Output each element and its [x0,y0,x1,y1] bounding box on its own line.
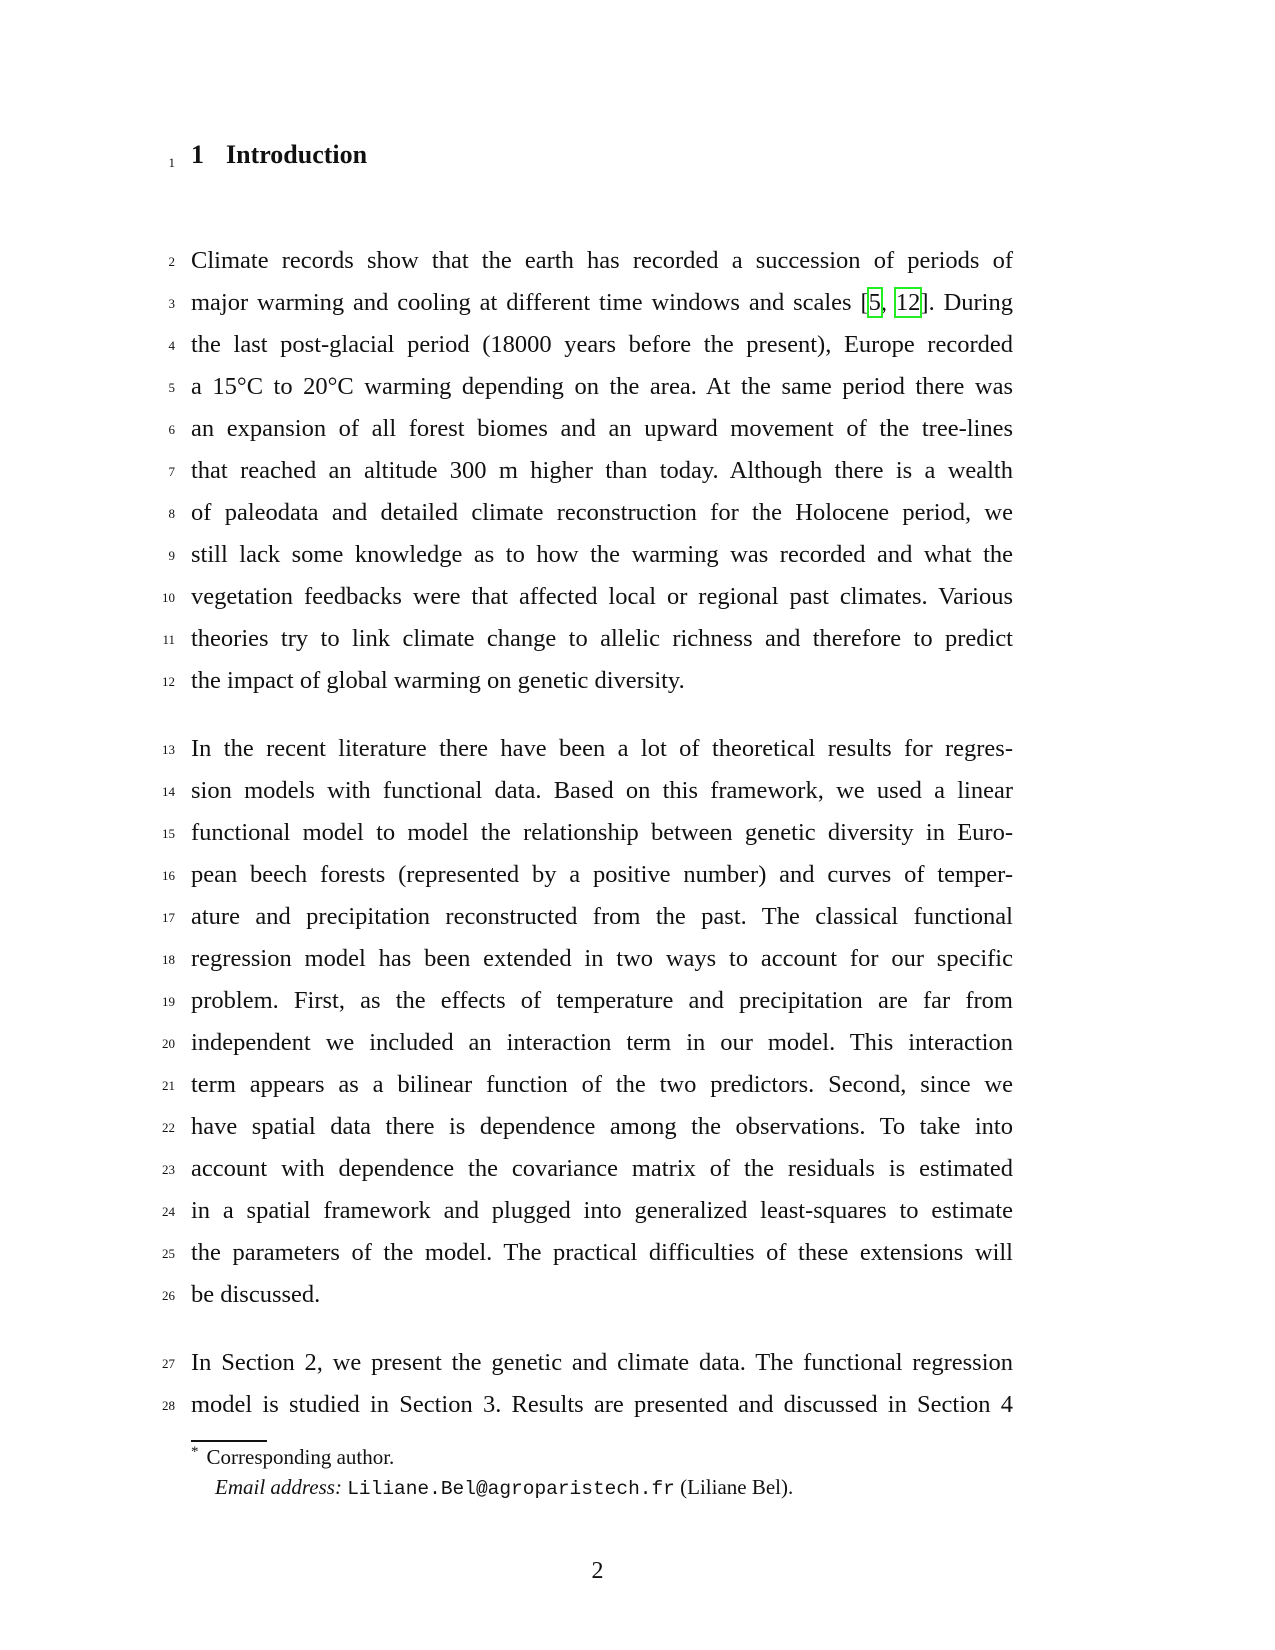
line-text: In the recent literature there have been a lot of theoretical results for regres- [191,735,1013,762]
line-number: 9 [168,548,175,563]
line-number: 20 [162,1036,175,1051]
email-link[interactable]: Liliane.Bel@agroparistech.fr [347,1478,675,1500]
page-number: 2 [591,1558,604,1584]
text-line [0,1148,1275,1190]
line-number: 16 [162,868,175,883]
line-text: be discussed. [191,1281,321,1308]
text-line [0,1384,1275,1426]
text-line [0,576,1275,618]
line-number: 7 [168,464,175,479]
line-number: 8 [168,506,175,521]
line-number: 22 [162,1120,175,1135]
line-number: 10 [162,590,175,605]
text-line [0,534,1275,576]
footnote-line: * Corresponding author. [191,1444,395,1469]
text-line [0,1064,1275,1106]
footnote-email-line: Email address: Liliane.Bel@agroparistech.fr (Liliane Bel). [215,1475,794,1500]
text-line [0,660,1275,702]
section-title: 1 Introduction [191,140,368,169]
line-number: 27 [162,1356,175,1371]
line-number: 28 [162,1398,175,1413]
text-line [0,1022,1275,1064]
line-text: theories try to link climate change to allelic richness and therefore to predict [191,625,1013,652]
line-text: the impact of global warming on genetic diversity. [191,667,685,694]
text-line [0,1232,1275,1274]
line-text: major warming and cooling at different time windows and scales [5, 12]. During [191,289,1013,316]
line-text: still lack some knowledge as to how the warming was recorded and what the [191,541,1013,568]
line-number: 11 [162,632,175,647]
line-text: the parameters of the model. The practical difficulties of these extensions will [191,1239,1013,1266]
line-number: 13 [162,742,175,757]
text-line [0,1274,1275,1316]
line-text: functional model to model the relationship between genetic diversity in Euro- [191,819,1013,846]
citation-link[interactable]: 12 [895,289,921,316]
line-text: model is studied in Section 3. Results are presented and discussed in Section 4 [191,1391,1013,1418]
text-line [0,240,1275,282]
text-line [0,1342,1275,1384]
line-text: In Section 2, we present the genetic and climate data. The functional regression [191,1349,1013,1376]
line-number: 12 [162,674,175,689]
line-number: 24 [162,1204,175,1219]
text-line [0,938,1275,980]
line-text: problem. First, as the effects of temperature and precipitation are far from [191,987,1013,1014]
line-text: that reached an altitude 300 m higher than today. Although there is a wealth [191,457,1013,484]
line-number: 14 [162,784,175,799]
text-line [0,854,1275,896]
line-text: a 15°C to 20°C warming depending on the area. At the same period there was [191,373,1013,400]
citation-link[interactable]: 5 [868,289,881,316]
text-line [0,1190,1275,1232]
text-line [0,980,1275,1022]
line-number: 2 [168,254,175,269]
line-text: in a spatial framework and plugged into generalized least-squares to estimate [191,1197,1013,1224]
line-number: 23 [162,1162,175,1177]
line-text: ature and precipitation reconstructed from the past. The classical functional [191,903,1013,930]
text-line [0,1106,1275,1148]
line-number: 25 [162,1246,175,1261]
text-line [0,492,1275,534]
line-text: term appears as a bilinear function of the two predictors. Second, since we [191,1071,1013,1098]
line-number: 21 [162,1078,175,1093]
footnote-rule [191,1440,267,1442]
text-line [0,728,1275,770]
line-number: 5 [168,380,175,395]
line-text: sion models with functional data. Based on this framework, we used a linear [191,777,1013,804]
line-number: 19 [162,994,175,1009]
text-line [0,450,1275,492]
line-text: have spatial data there is dependence among the observations. To take into [191,1113,1013,1140]
line-text: an expansion of all forest biomes and an upward movement of the tree-lines [191,415,1013,442]
text-line [0,618,1275,660]
line-text: independent we included an interaction term in our model. This interaction [191,1029,1013,1056]
line-number: 18 [162,952,175,967]
line-number: 6 [168,422,175,437]
line-text: the last post-glacial period (18000 years before the present), Europe recorded [191,331,1013,358]
line-text: of paleodata and detailed climate reconstruction for the Holocene period, we [191,499,1013,526]
line-number: 26 [162,1288,175,1303]
line-text: account with dependence the covariance matrix of the residuals is estimated [191,1155,1013,1182]
line-text: vegetation feedbacks were that affected local or regional past climates. Various [191,583,1013,610]
text-line [0,282,1275,324]
line-number: 17 [162,910,175,925]
text-line [0,770,1275,812]
text-line [0,408,1275,450]
line-number: 15 [162,826,175,841]
line-text: pean beech forests (represented by a positive number) and curves of temper- [191,861,1013,888]
line-text: Climate records show that the earth has recorded a succession of periods of [191,247,1013,274]
line-number: 3 [168,296,175,311]
line-text: regression model has been extended in two ways to account for our specific [191,945,1013,972]
text-line [0,812,1275,854]
text-line [0,366,1275,408]
text-line [0,324,1275,366]
line-number: 4 [168,338,175,353]
text-line [0,896,1275,938]
line-number: 1 [168,155,175,170]
